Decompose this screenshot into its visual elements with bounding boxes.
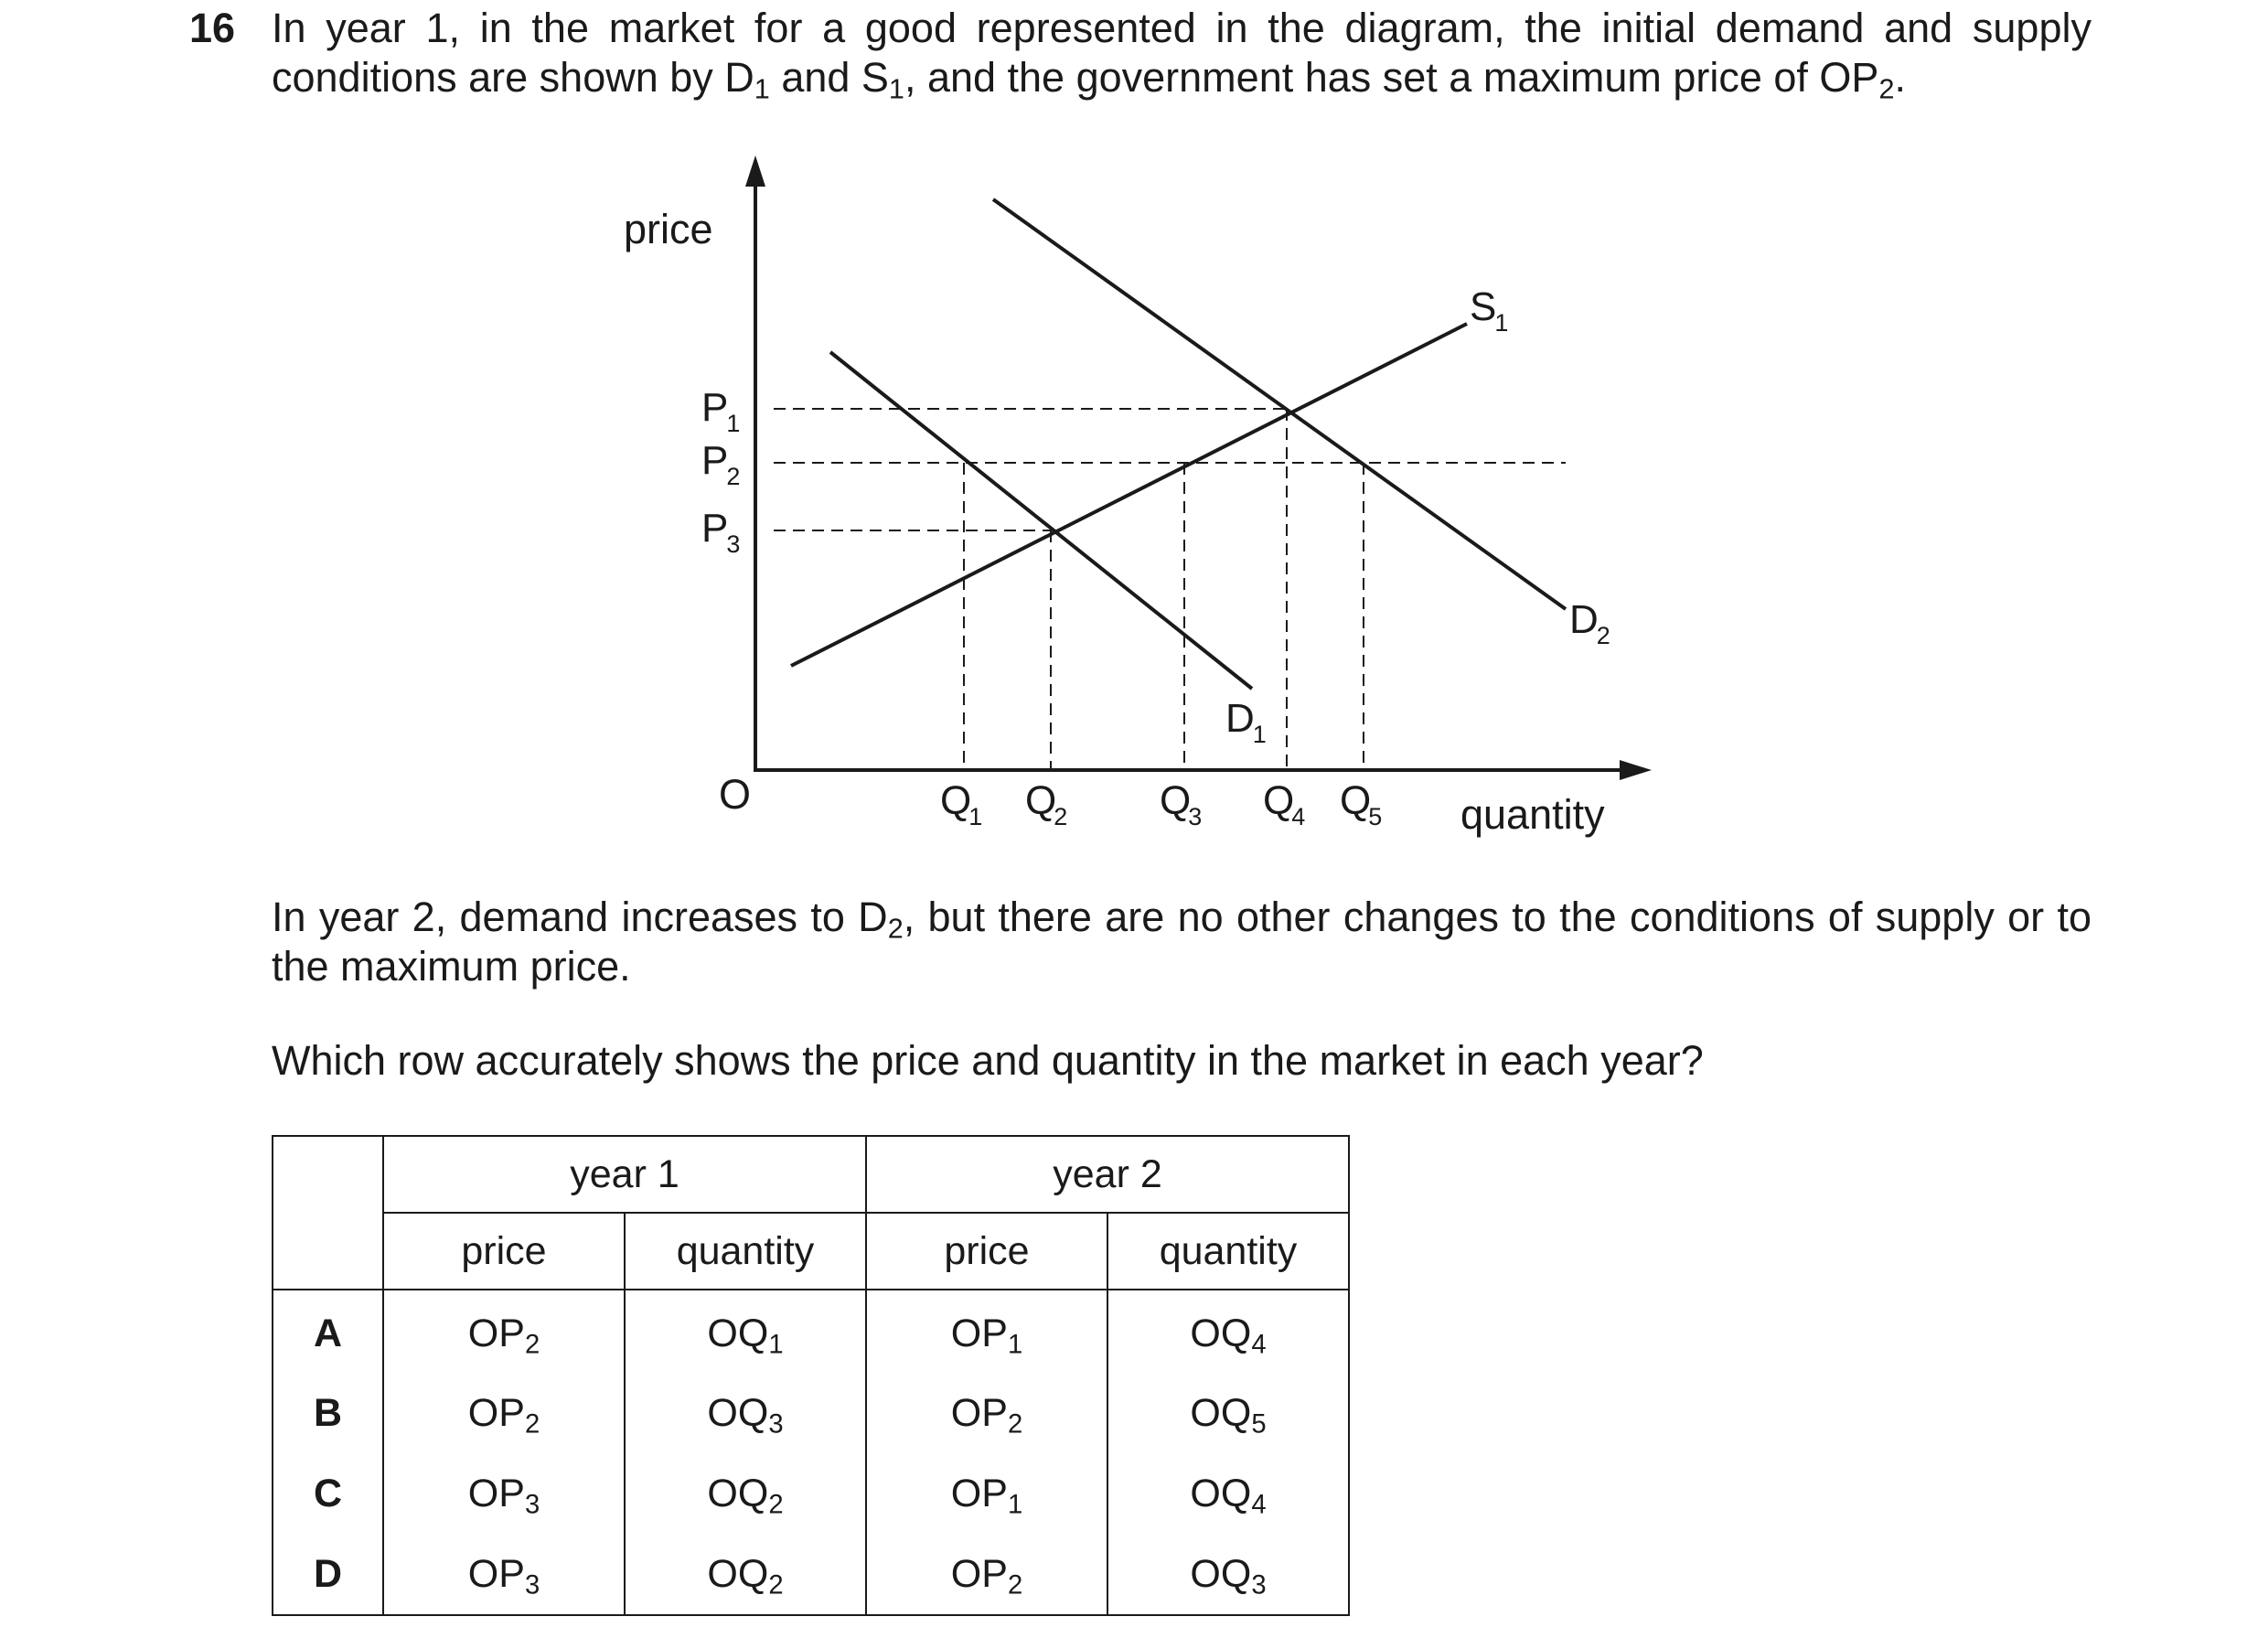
year1-quantity: $OQ_2$	[625, 1453, 866, 1534]
price-label-p2: P2	[701, 438, 741, 490]
option-row-c[interactable]	[273, 1453, 1349, 1534]
y-axis-label: price	[624, 206, 713, 252]
question-intro: In year 1, in the market for a good represented in the diagram, the initial demand and supply conditions are shown by $D_1$ and $S_1$, and the government has set a maximum price of $OP_2$.	[272, 5, 2091, 105]
question-prompt: Which row accurately shows the price and quantity in the market in each year?	[272, 1037, 1704, 1084]
demand-label-d2: D2	[1569, 597, 1610, 649]
year1-price: $OP_2$	[383, 1373, 625, 1453]
year2-quantity: $OQ_4$	[1107, 1290, 1349, 1373]
header-year1-price: price	[383, 1213, 625, 1290]
x-axis-label: quantity	[1460, 791, 1605, 838]
option-row-d[interactable]	[273, 1534, 1349, 1615]
supply-label-s1: S1	[1470, 284, 1509, 337]
demand-label-d1: D1	[1225, 696, 1267, 748]
year2-price: $OP_2$	[866, 1534, 1107, 1615]
option-key: C	[273, 1453, 383, 1534]
option-key: D	[273, 1534, 383, 1615]
group-header-year1: year 1	[383, 1136, 866, 1213]
option-row-a[interactable]	[273, 1290, 1349, 1373]
sub-header-row	[273, 1213, 1349, 1290]
year2-quantity: $OQ_5$	[1107, 1373, 1349, 1453]
group-header-row	[273, 1136, 1349, 1213]
year1-price: $OP_2$	[383, 1290, 625, 1373]
quantity-label-q5: Q5	[1340, 778, 1383, 830]
year1-price: $OP_3$	[383, 1534, 625, 1615]
price-label-p1: P1	[701, 385, 741, 437]
group-header-year2: year 2	[866, 1136, 1349, 1213]
option-key: A	[273, 1290, 383, 1373]
year1-price: $OP_3$	[383, 1453, 625, 1534]
quantity-label-q3: Q3	[1160, 778, 1203, 830]
year2-price: $OP_1$	[866, 1453, 1107, 1534]
year1-quantity: $OQ_1$	[625, 1290, 866, 1373]
year2-quantity: $OQ_3$	[1107, 1534, 1349, 1615]
year2-price: $OP_1$	[866, 1290, 1107, 1373]
y-axis-arrow	[745, 155, 765, 187]
demand-curve-d2	[993, 199, 1566, 609]
quantity-label-q4: Q4	[1263, 778, 1306, 830]
answer-table	[272, 1135, 1350, 1616]
x-axis-arrow	[1620, 760, 1652, 780]
origin-label: O	[719, 771, 752, 818]
supply-curve-s1	[791, 324, 1467, 666]
corner-cell	[273, 1136, 383, 1290]
header-year1-quantity: quantity	[625, 1213, 866, 1290]
price-label-p3: P3	[701, 506, 741, 558]
option-row-b[interactable]	[273, 1373, 1349, 1453]
year2-quantity: $OQ_4$	[1107, 1453, 1349, 1534]
demand-curve-d1	[830, 352, 1252, 689]
year2-statement: In year 2, demand increases to $D_2$, but there are no other changes to the conditions of supply or to the maximum price.	[272, 894, 2091, 990]
header-year2-price: price	[866, 1213, 1107, 1290]
quantity-label-q2: Q2	[1025, 778, 1068, 830]
guide-lines	[774, 409, 1566, 770]
year1-quantity: $OQ_2$	[625, 1534, 866, 1615]
year2-price: $OP_2$	[866, 1373, 1107, 1453]
quantity-label-q1: Q1	[940, 778, 983, 830]
year1-quantity: $OQ_3$	[625, 1373, 866, 1453]
option-key: B	[273, 1373, 383, 1453]
header-year2-quantity: quantity	[1107, 1213, 1349, 1290]
question-number: 16	[189, 5, 236, 51]
